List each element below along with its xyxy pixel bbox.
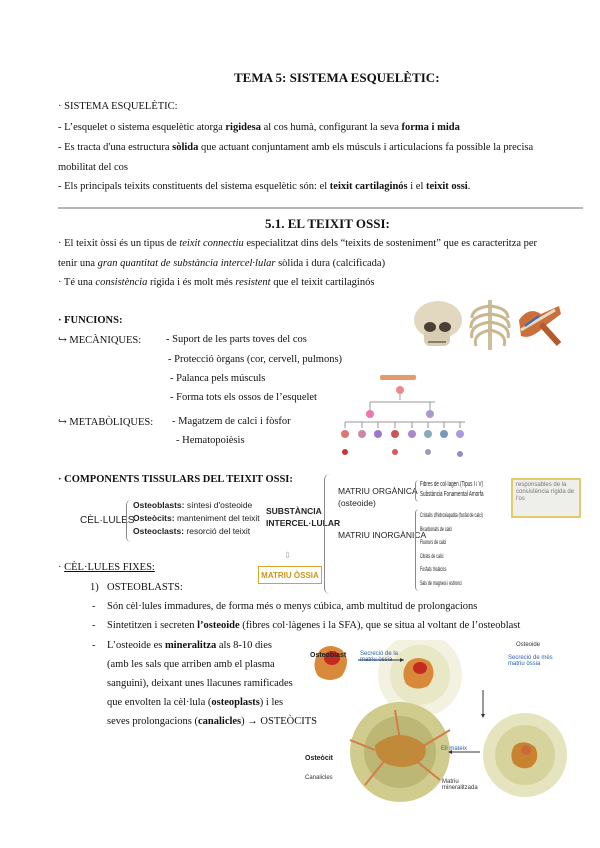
- mecaniques-item: - Forma tots els ossos de l’esquelet: [170, 392, 317, 403]
- hematopoiesis-diagram: [340, 372, 470, 467]
- components-heading: · COMPONENTS TISSULARS DEL TEIXIT OSSI:: [58, 474, 293, 485]
- metaboliques-item: - Magatzem de calci i fòsfor: [172, 416, 291, 427]
- section-p1: · El teixit òssi és un tipus de teixit connectiu especialitzat dins dels “teixits de sosteniment” que es caracteritza per: [58, 238, 538, 249]
- label-osteocit: Osteòcit: [305, 755, 334, 762]
- osteoblasts-bullet-1: Són cèl·lules immadures, de forma més o menys cúbica, amb multitud de prolongacions: [107, 601, 478, 612]
- mecaniques-item: - Suport de les parts toves del cos: [166, 334, 307, 345]
- page-title: TEMA 5: SISTEMA ESQUELÈTIC:: [234, 70, 440, 85]
- label-step1: Secreció de la matriu òssia: [360, 651, 399, 663]
- intro-line-2: - Es tracta d'una estructura sòlida que actuant conjuntament amb els músculs i articulacions fa possible la precisa: [58, 142, 534, 153]
- matrix-label: MATRIU ÒSSIA: [258, 566, 322, 584]
- label-matrix: Matriu mineralitzada: [442, 779, 478, 791]
- intro-heading: · SISTEMA ESQUELÈTIC:: [58, 101, 178, 112]
- osteoblasts-bullet-3-line: (amb les sals que arriben amb el plasma: [107, 659, 275, 670]
- label-canalicles: Canalicles: [305, 775, 333, 781]
- ribcage-image: [466, 298, 514, 354]
- osteoblasts-title: OSTEOBLASTS:: [107, 582, 183, 593]
- label-osteoid: Osteoide: [516, 642, 541, 648]
- osteoblasts-bullet-2: Sintetitzen i secreten l’osteoide (fibres col·làgenes i la SFA), que se situa al voltant de l’osteoblast: [107, 620, 521, 631]
- organic-brace: [415, 480, 419, 502]
- callout-note: responsables de la consistència rígida de l'os: [511, 478, 581, 518]
- cells-label: CÈL·LULES: [80, 515, 135, 526]
- bullet-dash: -: [92, 601, 96, 612]
- osteoblasts-bullet-3-line: sanguini), deixant unes llacunes ramificades: [107, 678, 293, 689]
- mecaniques-label: ↪ MECÀNIQUES:: [58, 335, 142, 346]
- section-p2: · Té una consistència rígida i és molt més resistent que el teixit cartilaginós: [58, 277, 375, 288]
- inorganic-items: Cristalls d'hidroxiapatita (fosfat de calci) Bicarbonats de calci Fluorurs de calci Citrats de calci Fosfats tricàlcics Sals de magnesi i estronci: [420, 512, 483, 587]
- inorganic-brace: [415, 509, 419, 591]
- fixes-heading: · CÈL·LULES FIXES:: [58, 562, 155, 573]
- osteoblasts-bullet-3-line: seves prolongacions (canalicles) → OSTEÒCITS: [107, 716, 317, 727]
- skull-image: [410, 300, 465, 350]
- label-osteoblast: Osteoblast: [310, 652, 347, 659]
- metaboliques-label: ↪ METABÒLIQUES:: [58, 417, 154, 428]
- organic-items: Fibres de col·lagen (Tipus I i V) Substància Fonamental Amorfa: [420, 481, 484, 498]
- cell-osteocits: Osteòcits: manteniment del teixit: [133, 513, 260, 523]
- metaboliques-item: - Hematopoièsis: [176, 435, 245, 446]
- down-arrow-icon: ⇩: [284, 550, 292, 560]
- label-step2: Secreció de més matriu òssia: [508, 655, 553, 667]
- divider: [58, 207, 583, 209]
- osteoblasts-number: 1): [90, 582, 99, 593]
- funcions-heading: · FUNCIONS:: [58, 315, 123, 326]
- mecaniques-item: - Palanca pels músculs: [170, 373, 266, 384]
- section-p1b: tenir una gran quantitat de substància intercel·lular sòlida i dura (calcificada): [58, 258, 386, 269]
- cells-brace: [126, 500, 131, 542]
- arm-muscle-image: [515, 300, 565, 350]
- intro-line-2b: mobilitat del cos: [58, 162, 128, 173]
- organic-label: MATRIU ORGÀNICA (osteoide): [338, 486, 418, 508]
- mecaniques-item: - Protecció òrgans (cor, cervell, pulmons): [168, 354, 343, 365]
- cell-osteoblasts: Osteoblasts: síntesi d'osteoide: [133, 500, 253, 510]
- bullet-dash: -: [92, 620, 96, 631]
- intro-line-3: - Els principals teixits constituents del sistema esquelètic són: el teixit cartilaginós i el teixit ossi.: [58, 181, 471, 192]
- substance-label: SUBSTÀNCIA INTERCEL·LULAR: [266, 506, 341, 528]
- matrix-brace: [324, 474, 330, 594]
- cell-osteoclasts: Osteoclasts: resorció del teixit: [133, 526, 251, 536]
- intro-line-1: - L’esquelet o sistema esquelètic atorga rigidesa al cos humà, configurant la seva forma i mida: [58, 122, 460, 133]
- bullet-dash: -: [92, 640, 96, 651]
- osteoblasts-bullet-3-line: que envolten la cèl·lula (osteoplasts) i les: [107, 697, 284, 708]
- osteoblasts-bullet-3: L’osteoide es mineralitza als 8-10 dies: [107, 640, 272, 651]
- inorganic-label: MATRIU INORGÀNICA: [338, 530, 427, 540]
- section-heading: 5.1. EL TEIXIT OSSI:: [265, 216, 390, 231]
- label-step3: Ell mateix: [441, 746, 468, 752]
